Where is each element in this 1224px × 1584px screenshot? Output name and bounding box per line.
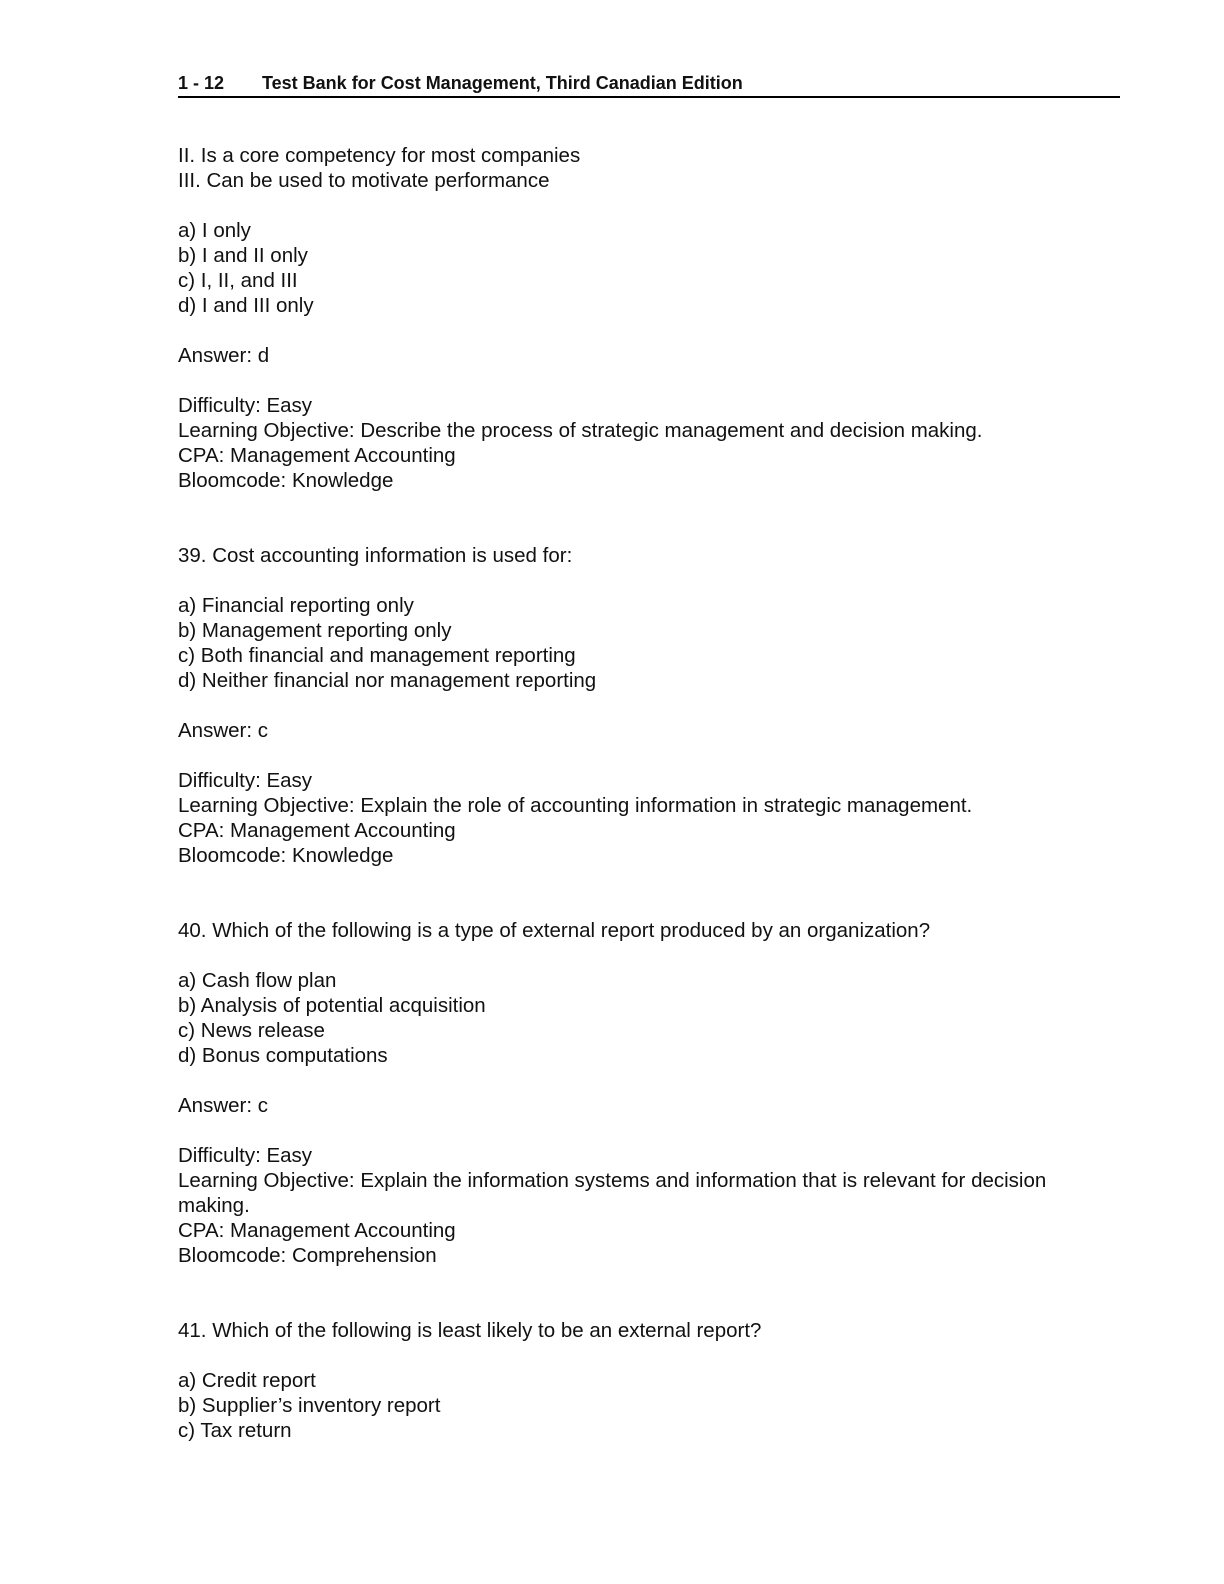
option-c: c) News release (178, 1019, 325, 1042)
option-c: c) Both financial and management reporting (178, 644, 576, 667)
statement-ii: II. Is a core competency for most companies (178, 144, 581, 167)
option-b: b) Analysis of potential acquisition (178, 994, 486, 1017)
answer: Answer: d (178, 344, 270, 367)
learning-objective: Learning Objective: Explain the role of accounting information in strategic management. (178, 794, 973, 817)
option-a: a) Cash flow plan (178, 969, 337, 992)
option-c: c) I, II, and III (178, 269, 298, 292)
difficulty: Difficulty: Easy (178, 1144, 313, 1167)
option-d: d) Neither financial nor management reporting (178, 669, 597, 692)
option-b: b) Management reporting only (178, 619, 452, 642)
bloomcode: Bloomcode: Knowledge (178, 469, 394, 492)
question-41 (178, 1318, 1120, 1443)
option-a: a) Financial reporting only (178, 594, 414, 617)
learning-objective: Learning Objective: Explain the information systems and information that is relevant for decision making. (178, 1169, 1047, 1217)
book-title: Test Bank for Cost Management, Third Canadian Edition (262, 73, 743, 93)
answer: Answer: c (178, 719, 268, 742)
question-39 (178, 543, 1120, 868)
option-d: d) Bonus computations (178, 1044, 388, 1067)
page-header (178, 72, 1120, 98)
option-d: d) I and III only (178, 294, 314, 317)
cpa: CPA: Management Accounting (178, 444, 456, 467)
cpa: CPA: Management Accounting (178, 819, 456, 842)
option-b: b) Supplier’s inventory report (178, 1394, 441, 1417)
bloomcode: Bloomcode: Comprehension (178, 1244, 437, 1267)
bloomcode: Bloomcode: Knowledge (178, 844, 394, 867)
option-a: a) Credit report (178, 1369, 316, 1392)
page-number: 1 - 12 (178, 73, 225, 93)
difficulty: Difficulty: Easy (178, 394, 313, 417)
statement-iii: III. Can be used to motivate performance (178, 169, 550, 192)
option-b: b) I and II only (178, 244, 308, 267)
question-text: 41. Which of the following is least likely to be an external report? (178, 1319, 762, 1342)
question-40 (178, 918, 1120, 1268)
learning-objective: Learning Objective: Describe the process of strategic management and decision making. (178, 419, 983, 442)
page-content (178, 143, 1120, 1443)
question-38 (178, 143, 1120, 493)
question-text: 40. Which of the following is a type of external report produced by an organization? (178, 919, 931, 942)
answer: Answer: c (178, 1094, 268, 1117)
difficulty: Difficulty: Easy (178, 769, 313, 792)
cpa: CPA: Management Accounting (178, 1219, 456, 1242)
question-text: 39. Cost accounting information is used for: (178, 544, 573, 567)
option-a: a) I only (178, 219, 251, 242)
option-c-truncated: c) Tax return (178, 1419, 292, 1442)
